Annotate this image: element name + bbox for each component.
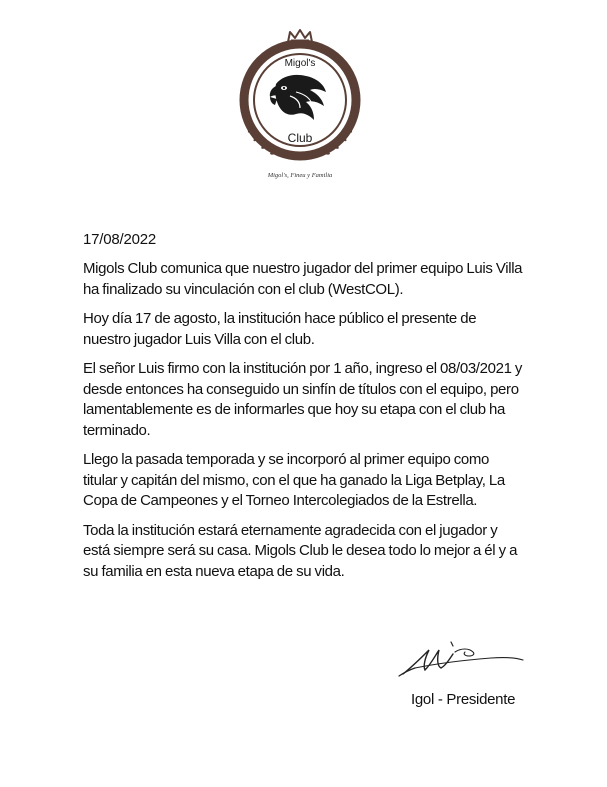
logo-name-top: Migol's xyxy=(284,58,316,69)
logo-tagline: Migol's, Fineu y Familia xyxy=(267,172,333,179)
club-crest-icon xyxy=(230,26,370,186)
signature-icon xyxy=(395,636,530,686)
letter-paragraph: Llego la pasada temporada y se incorporó al primer equipo como titular y capitán del mismo, con el que ha ganado la Liga Betplay, La Copa de Campeones y el Torneo Intercolegiados de la Estrella. xyxy=(83,451,505,509)
letter-paragraph: El señor Luis firmo con la institución por 1 año, ingreso el 08/03/2021 y desde entonces ha conseguido un sinfín de títulos con el equipo, pero lamentablemente es de informarles que hoy su etapa con el club ha terminado. xyxy=(83,360,523,439)
logo-name-bottom: Club xyxy=(287,131,313,145)
letter-paragraph: Migols Club comunica que nuestro jugador del primer equipo Luis Villa ha finalizado su vinculación con el club (WestCOL). xyxy=(83,260,523,298)
letter-date: 17/08/2022 xyxy=(83,231,157,248)
signer-name: Igol - Presidente xyxy=(411,691,516,708)
letter-paragraph: Toda la institución estará eternamente agradecida con el jugador y está siempre será su casa. Migols Club le desea todo lo mejor a él y a su familia en esta nueva etapa de su vida. xyxy=(83,521,518,580)
letter-paragraph: Hoy día 17 de agosto, la institución hace público el presente de nuestro jugador Luis Villa con el club. xyxy=(83,310,477,348)
club-logo xyxy=(230,26,370,186)
letter-body xyxy=(83,230,523,591)
handwritten-signature xyxy=(395,636,530,686)
